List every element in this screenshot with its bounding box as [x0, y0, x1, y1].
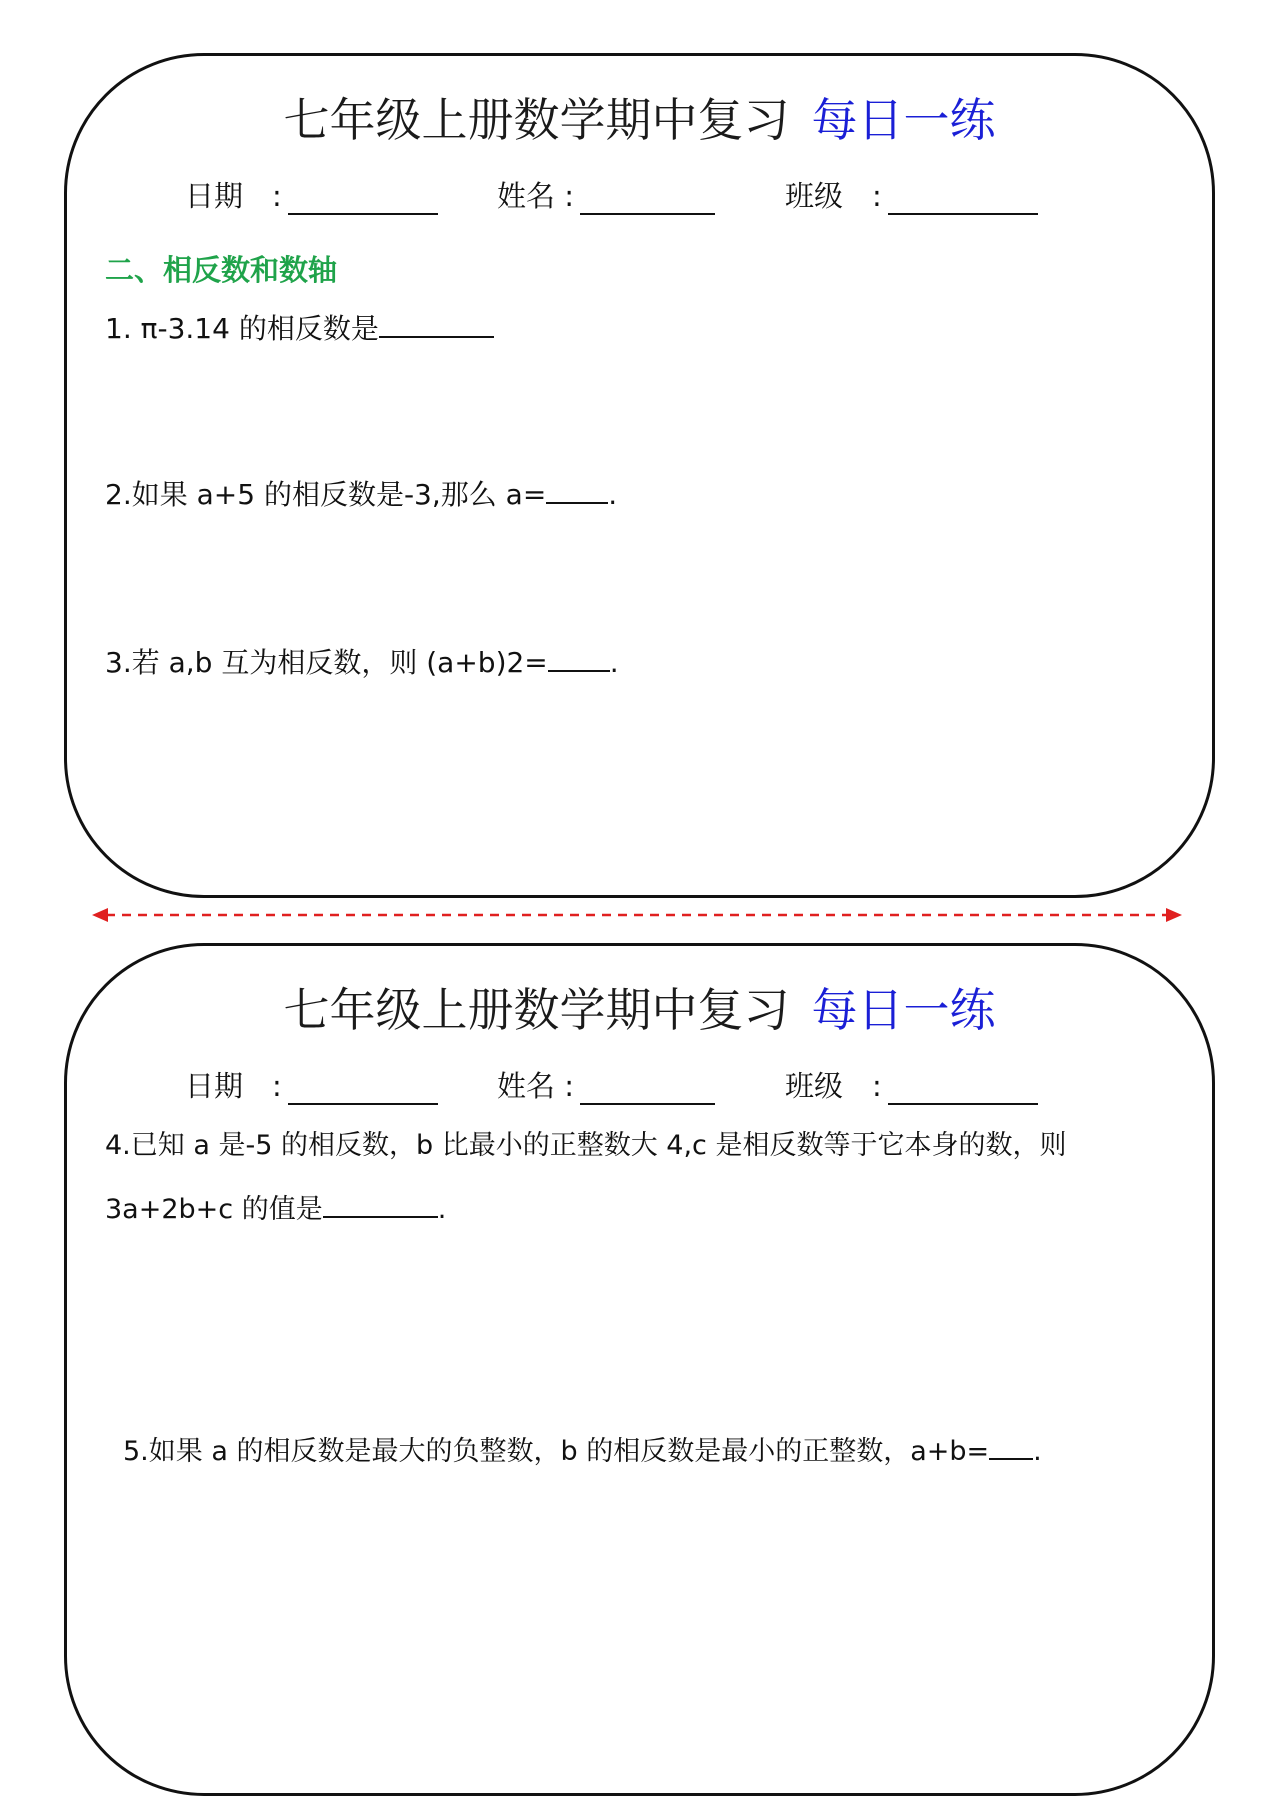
- answer-blank-4[interactable]: [323, 1186, 438, 1218]
- question-4-line-1: [105, 1126, 1066, 1166]
- question-1: [105, 306, 494, 349]
- question-4-end: .: [437, 1194, 447, 1225]
- answer-blank-3[interactable]: [548, 640, 610, 672]
- section-title: 二、相反数和数轴: [105, 253, 338, 287]
- answer-blank-5[interactable]: [989, 1428, 1033, 1460]
- name-label: 姓名 :: [497, 179, 574, 213]
- class-blank[interactable]: [888, 1071, 1038, 1105]
- question-2-end: .: [608, 478, 618, 511]
- question-5-end: .: [1033, 1436, 1042, 1467]
- title-main: 七年级上册数学期中复习: [283, 93, 790, 147]
- question-3-end: .: [609, 646, 619, 679]
- worksheet-card-2: [64, 943, 1215, 1796]
- class-label: 班级 :: [785, 179, 882, 213]
- name-label: 姓名 :: [497, 1069, 574, 1103]
- class-field: [785, 1064, 1038, 1105]
- date-blank[interactable]: [288, 181, 438, 215]
- cut-line-divider: [92, 905, 1182, 925]
- name-field: [497, 174, 715, 215]
- class-blank[interactable]: [888, 181, 1038, 215]
- arrow-left-icon: [92, 908, 108, 922]
- date-blank[interactable]: [288, 1071, 438, 1105]
- answer-blank-2[interactable]: [546, 472, 608, 504]
- date-field: [185, 174, 438, 215]
- worksheet-title: [67, 90, 1212, 150]
- question-4-line-2: [105, 1186, 446, 1230]
- question-3-text: 3.若 a,b 互为相反数，则 (a+b)2=: [105, 646, 548, 679]
- worksheet-title: [67, 980, 1212, 1040]
- info-row: [67, 174, 1212, 218]
- name-field: [497, 1064, 715, 1105]
- date-label: 日期 :: [185, 179, 282, 213]
- title-main: 七年级上册数学期中复习: [283, 983, 790, 1037]
- question-5-text: 5.如果 a 的相反数是最大的负整数，b 的相反数是最小的正整数，a+b=: [123, 1436, 990, 1467]
- date-field: [185, 1064, 438, 1105]
- question-4-text-2: 3a+2b+c 的值是: [105, 1194, 323, 1225]
- class-label: 班级 :: [785, 1069, 882, 1103]
- date-label: 日期 :: [185, 1069, 282, 1103]
- title-accent: 每日一练: [811, 983, 996, 1037]
- name-blank[interactable]: [580, 1071, 715, 1105]
- worksheet-card-1: [64, 53, 1215, 898]
- info-row: [67, 1064, 1212, 1108]
- answer-blank-1[interactable]: [379, 306, 494, 338]
- class-field: [785, 174, 1038, 215]
- question-4-text: 4.已知 a 是-5 的相反数，b 比最小的正整数大 4,c 是相反数等于它本身的数，则: [105, 1130, 1067, 1161]
- question-2: [105, 472, 617, 515]
- question-5: [123, 1428, 1042, 1472]
- question-3: [105, 640, 619, 683]
- name-blank[interactable]: [580, 181, 715, 215]
- arrow-right-icon: [1166, 908, 1182, 922]
- question-1-text: 1. π-3.14 的相反数是: [105, 312, 379, 345]
- question-2-text: 2.如果 a+5 的相反数是-3,那么 a=: [105, 478, 547, 511]
- title-accent: 每日一练: [811, 93, 996, 147]
